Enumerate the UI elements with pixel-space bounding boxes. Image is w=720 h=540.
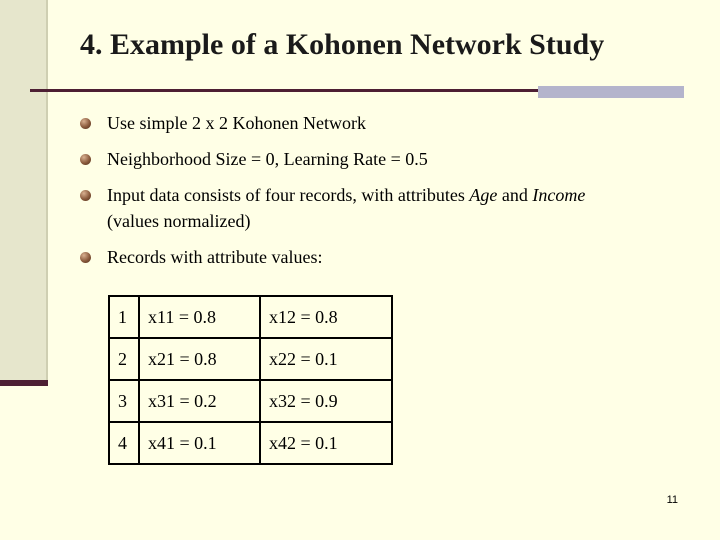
bullet-item — [80, 244, 680, 270]
bullet-item — [80, 146, 680, 172]
record-id: 3 — [109, 380, 139, 422]
left-decorative-band — [0, 0, 48, 380]
table-row — [109, 422, 392, 464]
record-attr-1: x11 = 0.8 — [139, 296, 260, 338]
record-attr-1: x21 = 0.8 — [139, 338, 260, 380]
record-attr-2: x12 = 0.8 — [260, 296, 392, 338]
table-row — [109, 296, 392, 338]
record-id: 1 — [109, 296, 139, 338]
record-attr-1: x31 = 0.2 — [139, 380, 260, 422]
bullet-text: Neighborhood Size = 0, Learning Rate = 0.5 — [107, 149, 428, 169]
bullet-text-mid: and — [497, 185, 533, 205]
record-attr-2: x22 = 0.1 — [260, 338, 392, 380]
left-accent-bar — [0, 380, 48, 386]
bullet-text-pre: Input data consists of four records, with attributes — [107, 185, 470, 205]
bullet-icon — [80, 118, 91, 129]
bullet-text: Use simple 2 x 2 Kohonen Network — [107, 113, 366, 133]
bullet-icon — [80, 154, 91, 165]
table-row — [109, 380, 392, 422]
records-table — [108, 295, 393, 465]
slide-title: 4. Example of a Kohonen Network Study — [80, 28, 605, 61]
record-attr-1: x41 = 0.1 — [139, 422, 260, 464]
table-row — [109, 338, 392, 380]
bullet-text: Records with attribute values: — [107, 247, 323, 267]
record-attr-2: x32 = 0.9 — [260, 380, 392, 422]
bullet-icon — [80, 190, 91, 201]
record-id: 4 — [109, 422, 139, 464]
record-id: 2 — [109, 338, 139, 380]
title-rule-accent — [538, 86, 684, 98]
attribute-income: Income — [532, 185, 586, 205]
bullet-text-post: (values normalized) — [107, 211, 251, 231]
page-number: 11 — [666, 494, 678, 506]
title-rule — [30, 89, 538, 92]
record-attr-2: x42 = 0.1 — [260, 422, 392, 464]
bullet-item — [80, 110, 680, 136]
bullet-item — [80, 182, 680, 234]
bullet-list — [80, 110, 680, 270]
attribute-age: Age — [469, 185, 498, 205]
bullet-icon — [80, 252, 91, 263]
